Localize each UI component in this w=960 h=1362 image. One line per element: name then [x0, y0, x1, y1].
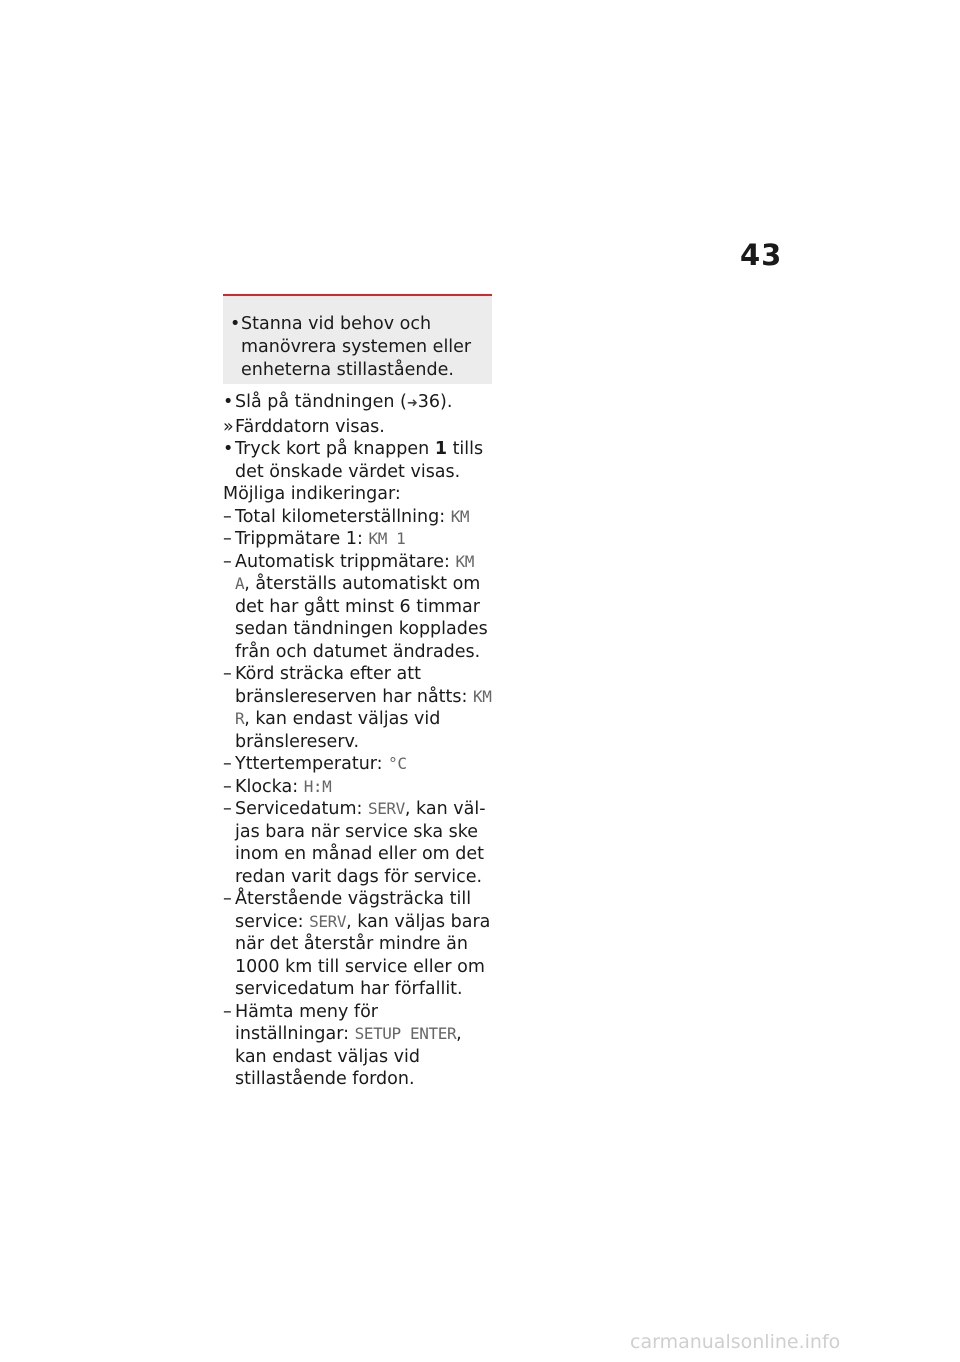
indication-item: – Klocka: H:M — [223, 776, 332, 797]
watermark: carmanualsonline.info — [630, 1331, 841, 1353]
display-code: SERV — [367, 799, 405, 818]
button-key: 1 — [434, 439, 447, 459]
dash-icon: – — [223, 506, 232, 527]
page-number: 43 — [740, 238, 783, 272]
notice-item — [230, 313, 488, 382]
dash-icon: – — [223, 776, 232, 797]
indication-item: – Total kilometerställning: KM — [223, 506, 470, 527]
instructions — [223, 391, 493, 1091]
result-icon: » — [223, 416, 234, 437]
display-code: °C — [388, 754, 407, 773]
dash-icon: – — [223, 664, 232, 684]
indication-item: – Hämta meny för inställningar: SETUP ENTER, kan endast väljas vid stillastående fordon. — [223, 1001, 462, 1089]
notice-box — [223, 294, 492, 384]
dash-icon: – — [223, 889, 232, 909]
page-reference: 36 — [417, 392, 441, 412]
step-text: Slå på tändningen ( — [235, 392, 407, 412]
indication-item: – Körd sträcka efter att bränslereserven har nåtts: KM R, kan endast väljas vid bränslereserv. — [223, 664, 492, 752]
indication-item: – Yttertemperatur: °C — [223, 754, 407, 774]
display-code: SERV — [309, 911, 347, 931]
display-code: H:M — [303, 776, 332, 796]
indications-heading: Möjliga indikeringar: — [223, 484, 401, 504]
step-text: Tryck kort på knappen — [235, 439, 435, 459]
display-code: KM 1 — [368, 529, 406, 548]
dash-icon: – — [223, 551, 232, 572]
step-ignition: • Slå på tändningen (➜36). — [223, 391, 493, 416]
dash-icon: – — [223, 1001, 232, 1022]
dash-icon: – — [223, 754, 232, 774]
display-code: KM R — [235, 686, 492, 728]
bullet-icon: • — [223, 439, 234, 459]
dash-icon: – — [223, 799, 232, 819]
step-result — [223, 416, 493, 439]
indication-item: – Automatisk trippmätare: KM A, återställs automatiskt om det har gått minst 6 timmar sedan tändningen kopplades från och datumet ändrades. — [223, 551, 488, 662]
step-text: Färddatorn visas. — [235, 416, 385, 437]
indication-item: – Återstående vägsträcka till service: SERV, kan väljas bara när det återstår mindre än 1000 km till service eller om servicedatum har förfallit. — [223, 889, 491, 999]
indication-item: – Servicedatum: SERV, kan väljas bara när service ska ske inom en månad eller om det redan varit dags för service. — [223, 799, 486, 887]
display-code: KM A — [235, 551, 474, 593]
step-press-button: • Tryck kort på knappen 1 tills det önskade värdet visas. — [223, 439, 484, 482]
bullet-icon: • — [230, 314, 241, 334]
dash-icon: – — [223, 529, 232, 549]
notice-text: Stanna vid behov och manövrera systemen eller enheterna stillastående. — [241, 314, 472, 380]
display-code: KM — [450, 506, 470, 526]
reference-arrow-icon: ➜ — [406, 396, 418, 411]
bullet-icon: • — [223, 392, 234, 412]
indication-item: – Trippmätare 1: KM 1 — [223, 529, 406, 549]
display-code: SETUP ENTER — [354, 1024, 457, 1043]
